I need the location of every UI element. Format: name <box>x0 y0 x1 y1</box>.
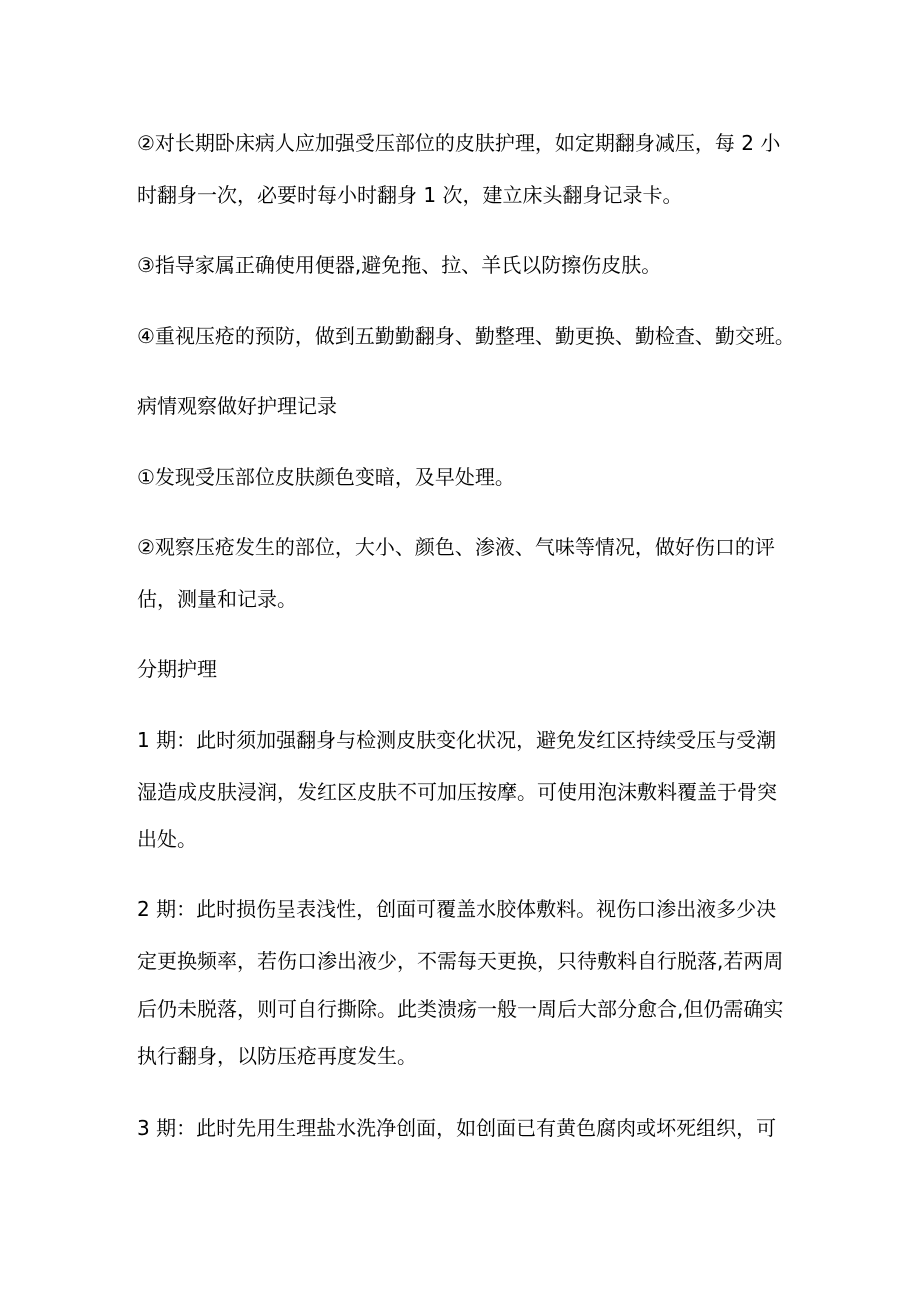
paragraph-stage-2-line-3: 后仍未脱落，则可自行撕除。此类溃疡一般一周后大部分愈合,但仍需确实 <box>137 997 784 1021</box>
paragraph-pressure-care-line-2: 时翻身一次，必要时每小时翻身 1 次，建立床头翻身记录卡。 <box>137 183 683 207</box>
paragraph-observe-wound-line-1: ②观察压疮发生的部位，大小、颜色、渗液、气味等情况，做好伤口的评 <box>137 535 775 559</box>
paragraph-stage-2-line-1: 2 期：此时损伤呈表浅性，创面可覆盖水胶体敷料。视伤口渗出液多少决 <box>137 897 777 921</box>
paragraph-stage-2-line-2: 定更换频率，若伤口渗出液少，不需每天更换，只待敷料自行脱落,若两周 <box>137 949 784 973</box>
paragraph-stage-2-line-4: 执行翻身，以防压疮再度发生。 <box>137 1044 417 1068</box>
section-heading-staging: 分期护理 <box>137 657 217 681</box>
paragraph-stage-1-line-1: 1 期：此时须加强翻身与检测皮肤变化状况，避免发红区持续受压与受潮 <box>137 728 777 752</box>
paragraph-prevention: ④重视压疮的预防，做到五勤勤翻身、勤整理、勤更换、勤检查、勤交班。 <box>137 324 795 348</box>
paragraph-pressure-care-line-1: ②对长期卧床病人应加强受压部位的皮肤护理，如定期翻身减压，每 2 小 <box>137 131 781 155</box>
paragraph-stage-3-line-1: 3 期：此时先用生理盐水洗净创面，如创面已有黄色腐肉或坏死组织，可 <box>137 1116 777 1140</box>
paragraph-stage-1-line-2: 湿造成皮肤浸润，发红区皮肤不可加压按摩。可使用泡沫敷料覆盖于骨突 <box>137 780 777 804</box>
paragraph-observe-wound-line-2: 估，测量和记录。 <box>137 587 297 611</box>
paragraph-bedpan-guidance: ③指导家属正确使用便器,避免拖、拉、羊氏以防擦伤皮肤。 <box>137 253 662 277</box>
section-heading-observation: 病情观察做好护理记录 <box>137 394 337 418</box>
paragraph-skin-color: ①发现受压部位皮肤颜色变暗，及早处理。 <box>137 465 515 489</box>
paragraph-stage-1-line-3: 出处。 <box>137 827 197 851</box>
